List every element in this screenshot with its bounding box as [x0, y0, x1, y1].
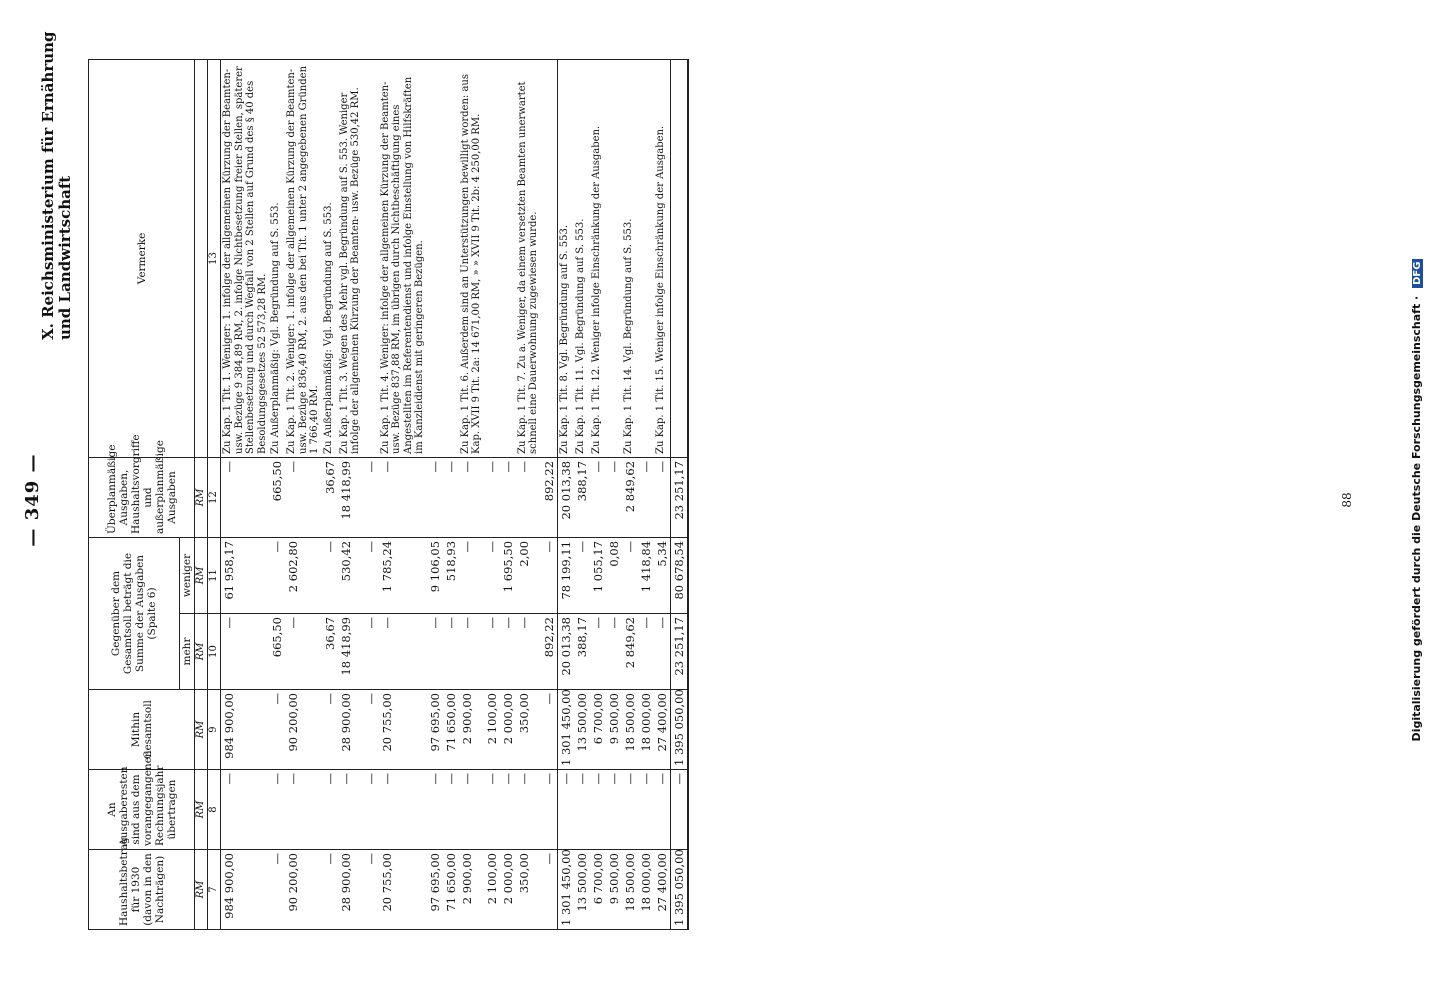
- cell-c11: 0,08: [606, 537, 622, 613]
- cell-c7: —: [322, 850, 338, 930]
- cell-c11: 1 418,84: [638, 537, 654, 613]
- cell-c12: —: [638, 457, 654, 537]
- cell-c11: —: [322, 537, 338, 613]
- cell-c9: 20 755,00: [379, 690, 427, 770]
- cell-c7: 984 900,00: [221, 850, 270, 930]
- cell-c9: 6 700,00: [590, 690, 606, 770]
- col-header-7: Haushaltsbetrag für 1930 (davon in den Nachträgen): [89, 850, 195, 930]
- cell-c9: —: [541, 690, 558, 770]
- cell-c8: —: [443, 770, 459, 850]
- cell-c8: —: [670, 770, 688, 850]
- col-header-12: Überplanmäßige Ausgaben, Haushaltsvorgriffe und außerplanmäßige Ausgaben: [89, 457, 195, 537]
- table-row: [221, 59, 270, 929]
- cell-c7: —: [363, 850, 379, 930]
- cell-c13: Zu Kap. 1 Tit. 14. Vgl. Begründung auf S. 553.: [622, 59, 638, 457]
- cell-c10: 23 251,17: [670, 614, 688, 690]
- cell-c8: —: [516, 770, 541, 850]
- cell-c9: 984 900,00: [221, 690, 270, 770]
- colnum-12: 12: [208, 457, 221, 537]
- table-row: [269, 59, 285, 929]
- cell-c7: 28 900,00: [338, 850, 363, 930]
- cell-c9: 28 900,00: [338, 690, 363, 770]
- cell-c13: [484, 59, 500, 457]
- cell-c10: —: [484, 614, 500, 690]
- cell-c13: [427, 59, 443, 457]
- cell-c7: 71 650,00: [443, 850, 459, 930]
- table-row: [443, 59, 459, 929]
- cell-c11: 518,93: [443, 537, 459, 613]
- cell-c9: 27 400,00: [654, 690, 671, 770]
- colnum-10: 10: [208, 614, 221, 690]
- cell-c12: 665,50: [269, 457, 285, 537]
- cell-c7: 1 301 450,00: [557, 850, 574, 930]
- cell-c8: —: [654, 770, 671, 850]
- cell-c9: —: [269, 690, 285, 770]
- table-row: [606, 59, 622, 929]
- cell-c12: 23 251,17: [670, 457, 688, 537]
- cell-c12: —: [379, 457, 427, 537]
- cell-c11: 2 602,80: [285, 537, 322, 613]
- col-header-9: Mithin Gesamtsoll: [89, 690, 195, 770]
- cell-c7: —: [269, 850, 285, 930]
- unit-13: [195, 59, 208, 457]
- cell-c11: 1 695,50: [500, 537, 516, 613]
- table-row: [338, 59, 363, 929]
- cell-c13: Zu Kap. 1 Tit. 15. Weniger infolge Einschränkung der Ausgaben.: [654, 59, 671, 457]
- cell-c9: 71 650,00: [443, 690, 459, 770]
- cell-c8: —: [363, 770, 379, 850]
- cell-c7: 1 395 050,00: [670, 850, 688, 930]
- unit-10: RM: [195, 614, 208, 690]
- table-row: [500, 59, 516, 929]
- cell-c12: 892,22: [541, 457, 558, 537]
- cell-c12: —: [500, 457, 516, 537]
- unit-9: RM: [195, 690, 208, 770]
- cell-c10: —: [379, 614, 427, 690]
- cell-c11: —: [484, 537, 500, 613]
- cell-c13: [500, 59, 516, 457]
- cell-c11: —: [622, 537, 638, 613]
- unit-12: RM: [195, 457, 208, 537]
- table-row: [285, 59, 322, 929]
- table-row: [459, 59, 484, 929]
- cell-c10: —: [638, 614, 654, 690]
- colnum-13: 13: [208, 59, 221, 457]
- cell-c8: —: [285, 770, 322, 850]
- unit-8: RM: [195, 770, 208, 850]
- table-row: [379, 59, 427, 929]
- cell-c12: 20 013,38: [557, 457, 574, 537]
- dfg-logo: DFG: [1412, 259, 1423, 288]
- cell-c8: —: [379, 770, 427, 850]
- col-header-10-11: Gegenüber dem Gesamtsoll beträgt die Summe der Ausgaben (Spalte 6): [89, 537, 180, 689]
- table-row: [557, 59, 574, 929]
- cell-c11: 530,42: [338, 537, 363, 613]
- cell-c12: 36,67: [322, 457, 338, 537]
- cell-c12: —: [427, 457, 443, 537]
- cell-c11: 80 678,54: [670, 537, 688, 613]
- cell-c12: —: [221, 457, 270, 537]
- page-number: 88: [1340, 492, 1354, 508]
- table-row: [484, 59, 500, 929]
- cell-c7: 18 000,00: [638, 850, 654, 930]
- cell-c11: 5,34: [654, 537, 671, 613]
- cell-c10: —: [427, 614, 443, 690]
- cell-c13: [670, 59, 688, 457]
- table-row: [516, 59, 541, 929]
- cell-c11: 9 106,05: [427, 537, 443, 613]
- ministry-heading: X. Reichsministerium für Ernährung und Landwirtschaft: [39, 31, 74, 340]
- cell-c9: —: [322, 690, 338, 770]
- cell-c10: —: [606, 614, 622, 690]
- cell-c10: —: [459, 614, 484, 690]
- cell-c8: —: [500, 770, 516, 850]
- table-row: [670, 59, 688, 929]
- table-row: [322, 59, 338, 929]
- cell-c10: —: [363, 614, 379, 690]
- cell-c12: 388,17: [574, 457, 590, 537]
- cell-c7: 2 000,00: [500, 850, 516, 930]
- cell-c7: 2 900,00: [459, 850, 484, 930]
- unit-11: RM: [195, 537, 208, 613]
- cell-c13: Zu Kap. 1 Tit. 7. Zu a. Weniger, da einem versetzten Beamten unerwartet schnell eine Dauerwohnung zugewiesen wurde.: [516, 59, 541, 457]
- cell-c10: —: [443, 614, 459, 690]
- cell-c10: 388,17: [574, 614, 590, 690]
- cell-c12: —: [459, 457, 484, 537]
- cell-c7: 27 400,00: [654, 850, 671, 930]
- cell-c13: Zu Kap. 1 Tit. 8. Vgl. Begründung auf S. 553.: [557, 59, 574, 457]
- cell-c8: —: [590, 770, 606, 850]
- cell-c13: Zu Kap. 1 Tit. 11. Vgl. Begründung auf S. 553.: [574, 59, 590, 457]
- cell-c7: 9 500,00: [606, 850, 622, 930]
- cell-c12: —: [516, 457, 541, 537]
- cell-c9: —: [363, 690, 379, 770]
- cell-c11: —: [363, 537, 379, 613]
- col-header-11: weniger: [180, 537, 195, 613]
- cell-c7: 20 755,00: [379, 850, 427, 930]
- cell-c13: [638, 59, 654, 457]
- cell-c13: [606, 59, 622, 457]
- table-row: [654, 59, 671, 929]
- cell-c12: —: [285, 457, 322, 537]
- cell-c11: 1 785,24: [379, 537, 427, 613]
- colnum-11: 11: [208, 537, 221, 613]
- cell-c8: —: [269, 770, 285, 850]
- colnum-7: 7: [208, 850, 221, 930]
- cell-c13: Zu Außerplanmäßig: Vgl. Begründung auf S. 553.: [269, 59, 285, 457]
- table-row: [622, 59, 638, 929]
- cell-c8: —: [606, 770, 622, 850]
- table-row: [638, 59, 654, 929]
- cell-c9: 97 695,00: [427, 690, 443, 770]
- cell-c13: Zu Kap. 1 Tit. 3. Wegen des Mehr vgl. Begründung auf S. 553. Weniger infolge der allgemeinen Kürzung der Beamten- usw. Bezüge 530,42 RM.: [338, 59, 363, 457]
- cell-c9: 350,00: [516, 690, 541, 770]
- col-header-10: mehr: [180, 614, 195, 690]
- cell-c8: —: [557, 770, 574, 850]
- cell-c13: Zu Kap. 1 Tit. 12. Weniger infolge Einschränkung der Ausgaben.: [590, 59, 606, 457]
- cell-c9: 9 500,00: [606, 690, 622, 770]
- table-row: [574, 59, 590, 929]
- cell-c13: [443, 59, 459, 457]
- cell-c13: Zu Außerplanmäßig: Vgl. Begründung auf S. 553.: [322, 59, 338, 457]
- cell-c10: 20 013,38: [557, 614, 574, 690]
- cell-c13: [541, 59, 558, 457]
- cell-c10: 665,50: [269, 614, 285, 690]
- cell-c8: —: [221, 770, 270, 850]
- cell-c11: —: [269, 537, 285, 613]
- cell-c11: 1 055,17: [590, 537, 606, 613]
- cell-c8: —: [541, 770, 558, 850]
- cell-c9: 2 000,00: [500, 690, 516, 770]
- cell-c11: 2,00: [516, 537, 541, 613]
- cell-c10: 892,22: [541, 614, 558, 690]
- cell-c12: 18 418,99: [338, 457, 363, 537]
- cell-c9: 2 100,00: [484, 690, 500, 770]
- cell-c12: —: [590, 457, 606, 537]
- cell-c9: 1 395 050,00: [670, 690, 688, 770]
- cell-c10: —: [285, 614, 322, 690]
- cell-c9: 13 500,00: [574, 690, 590, 770]
- cell-c8: —: [622, 770, 638, 850]
- cell-c12: 2 849,62: [622, 457, 638, 537]
- dfg-credit: [1410, 0, 1423, 1000]
- cell-c9: 18 000,00: [638, 690, 654, 770]
- cell-c9: 90 200,00: [285, 690, 322, 770]
- cell-c10: —: [516, 614, 541, 690]
- table-row: [427, 59, 443, 929]
- cell-c7: 13 500,00: [574, 850, 590, 930]
- cell-c10: 18 418,99: [338, 614, 363, 690]
- budget-table: [88, 59, 689, 930]
- table-row: [541, 59, 558, 929]
- cell-c12: —: [363, 457, 379, 537]
- cell-c13: Zu Kap. 1 Tit. 4. Weniger: infolge der allgemeinen Kürzung der Beamten- usw. Bezüge 837,88 RM, im übrigen durch Nichtbeschäftigung eines Angestellten im Referentendienst und infolge Einstellung von Hilfskräften im Kanzleidienst mit geringeren Bezügen.: [379, 59, 427, 457]
- colnum-9: 9: [208, 690, 221, 770]
- cell-c11: —: [459, 537, 484, 613]
- cell-c10: —: [221, 614, 270, 690]
- page-title: — 349 —: [22, 453, 43, 547]
- cell-c7: 18 500,00: [622, 850, 638, 930]
- cell-c8: —: [484, 770, 500, 850]
- cell-c12: —: [654, 457, 671, 537]
- cell-c13: Zu Kap. 1 Tit. 6. Außerdem sind an Unterstützungen bewilligt worden: aus Kap. XVII 9 Tit. 2a: 14 671,00 RM, » » XVII 9 Tit. 2b: 4 250,00 RM.: [459, 59, 484, 457]
- cell-c11: —: [574, 537, 590, 613]
- cell-c9: 18 500,00: [622, 690, 638, 770]
- cell-c11: 78 199,11: [557, 537, 574, 613]
- cell-c13: [363, 59, 379, 457]
- cell-c7: 90 200,00: [285, 850, 322, 930]
- cell-c9: 2 900,00: [459, 690, 484, 770]
- cell-c12: —: [443, 457, 459, 537]
- cell-c10: 2 849,62: [622, 614, 638, 690]
- col-header-8: An Ausgaberesten sind aus dem vorangegangenen Rechnungsjahr übertragen: [89, 770, 195, 850]
- cell-c8: —: [574, 770, 590, 850]
- dfg-credit-text: Digitalisierung gefördert durch die Deutsche Forschungsgemeinschaft ·: [1410, 295, 1423, 742]
- cell-c7: —: [541, 850, 558, 930]
- table-row: [363, 59, 379, 929]
- cell-c10: —: [654, 614, 671, 690]
- cell-c8: —: [322, 770, 338, 850]
- cell-c13: Zu Kap. 1 Tit. 2. Weniger: 1. infolge der allgemeinen Kürzung der Beamten- usw. Bezüge 836,40 RM, 2. aus den bei Tit. 1 unter 2 angegebenen Gründen 1 766,40 RM.: [285, 59, 322, 457]
- table-body: [221, 59, 688, 929]
- cell-c8: —: [459, 770, 484, 850]
- cell-c11: —: [541, 537, 558, 613]
- cell-c11: 61 958,17: [221, 537, 270, 613]
- colnum-8: 8: [208, 770, 221, 850]
- cell-c7: 2 100,00: [484, 850, 500, 930]
- col-header-13: Vermerke: [89, 59, 195, 457]
- cell-c10: —: [500, 614, 516, 690]
- cell-c7: 350,00: [516, 850, 541, 930]
- table-row: [590, 59, 606, 929]
- cell-c8: —: [427, 770, 443, 850]
- cell-c12: —: [606, 457, 622, 537]
- cell-c7: 97 695,00: [427, 850, 443, 930]
- cell-c8: —: [638, 770, 654, 850]
- cell-c8: —: [338, 770, 363, 850]
- cell-c12: —: [484, 457, 500, 537]
- cell-c13: Zu Kap. 1 Tit. 1. Weniger: 1. infolge der allgemeinen Kürzung der Beamten- usw. Bezüge 9 384,89 RM, 2. infolge Nichtbesetzung freier Stellen, späterer Stellenbesetzung und durch Wegfall von 2 Stellen auf Grund des § 40 des Besoldungsgesetzes 52 573,28 RM.: [221, 59, 270, 457]
- cell-c10: —: [590, 614, 606, 690]
- cell-c10: 36,67: [322, 614, 338, 690]
- cell-c9: 1 301 450,00: [557, 690, 574, 770]
- unit-7: RM: [195, 850, 208, 930]
- cell-c7: 6 700,00: [590, 850, 606, 930]
